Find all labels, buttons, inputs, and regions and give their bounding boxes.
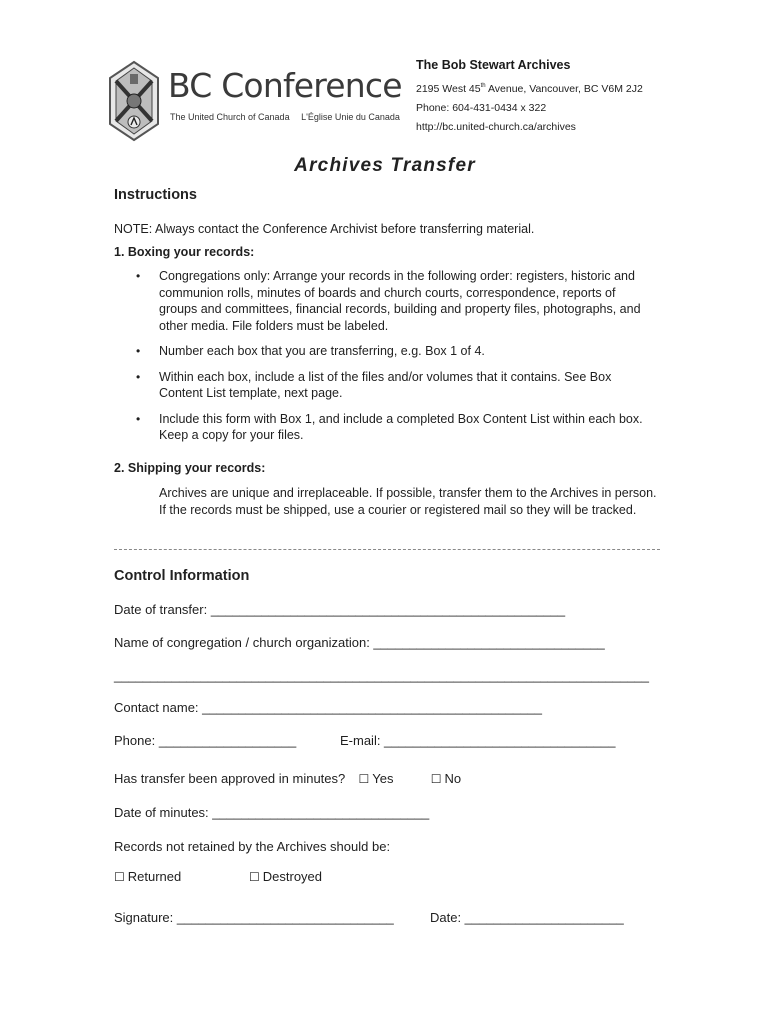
returned-checkbox[interactable] (114, 869, 181, 884)
list-item (114, 411, 654, 444)
destroyed-label: Destroyed (262, 869, 323, 884)
address-city: Avenue, Vancouver, BC V6M 2J2 (485, 83, 643, 95)
checkbox-icon[interactable]: ☐ (249, 870, 260, 884)
approved-question (114, 771, 461, 786)
archives-phone: Phone: 604-431-0434 x 322 (416, 102, 547, 114)
yes-checkbox[interactable] (359, 771, 394, 786)
archives-url[interactable]: http://bc.united-church.ca/archives (416, 121, 576, 133)
shipping-heading: 2. Shipping your records: (114, 461, 266, 475)
logo-subtitle-en: The United Church of Canada (170, 112, 290, 122)
checkbox-icon[interactable]: ☐ (114, 870, 125, 884)
returned-label: Returned (127, 869, 182, 884)
bullet-text: Congregations only: Arrange your records in the following order: registers, historic and communion rolls, minutes of boards and church courts, correspondence, reports of groups and committees, financial records, building and property files, photographs, and other media. File folders must be labeled. (159, 269, 641, 333)
congregation-field-line2[interactable]: __________________________________________________________________________ (114, 668, 650, 683)
page-title (0, 155, 770, 177)
page-title-text: Archives Transfer (294, 155, 476, 176)
bullet-icon: • (136, 411, 141, 426)
bullet-icon: • (136, 269, 141, 283)
bullet-icon: • (136, 344, 141, 358)
signature-date-field[interactable]: Date: ______________________ (430, 910, 624, 925)
bullet-icon: • (136, 369, 141, 384)
list-item (114, 343, 654, 360)
bullet-text: Include this form with Box 1, and include a completed Box Content List within each box. Keep a copy for your files. (159, 411, 643, 442)
list-item (114, 369, 654, 402)
no-checkbox[interactable] (431, 771, 461, 786)
boxing-bullet-list (114, 268, 654, 453)
congregation-field[interactable]: Name of congregation / church organization: ________________________________ (114, 635, 605, 650)
date-of-transfer-field[interactable]: Date of transfer: _________________________________________________ (114, 602, 566, 617)
bc-conference-logo (108, 60, 408, 142)
address-ordinal: th (480, 83, 486, 89)
instructions-note: NOTE: Always contact the Conference Archivist before transferring material. (114, 222, 535, 236)
checkbox-icon[interactable]: ☐ (430, 772, 442, 786)
archives-address (416, 83, 756, 95)
yes-label: Yes (372, 771, 394, 786)
archives-contact-block (416, 58, 756, 140)
checkbox-icon[interactable]: ☐ (358, 772, 370, 786)
bullet-text: Within each box, include a list of the files and/or volumes that it contains. See Box Content List template, next page. (159, 369, 612, 400)
no-label: No (444, 771, 462, 786)
shipping-text: Archives are unique and irreplaceable. If possible, transfer them to the Archives in person. If the records must be shipped, use a courier or registered mail so they will be tracked. (159, 486, 657, 517)
list-item (114, 268, 654, 334)
logo-subtitle-fr: L'Église Unie du Canada (301, 112, 400, 122)
logo-title: BC Conference (168, 66, 402, 105)
address-street: 2195 West 45 (416, 83, 481, 95)
boxing-heading: 1. Boxing your records: (114, 245, 255, 259)
approved-question-label: Has transfer been approved in minutes? (114, 771, 346, 786)
logo-subtitle (170, 112, 400, 122)
phone-field[interactable]: Phone: ___________________ (114, 733, 297, 748)
destroyed-checkbox[interactable] (249, 869, 322, 884)
signature-field[interactable]: Signature: ______________________________ (114, 910, 394, 925)
archives-name: The Bob Stewart Archives (416, 58, 571, 72)
not-retained-label: Records not retained by the Archives should be: (114, 839, 391, 854)
contact-name-field[interactable]: Contact name: _______________________________________________ (114, 700, 542, 715)
date-of-minutes-field[interactable]: Date of minutes: ______________________________ (114, 805, 430, 820)
section-divider (114, 549, 660, 550)
control-heading: Control Information (114, 568, 250, 584)
email-field[interactable]: E-mail: ________________________________ (340, 733, 616, 748)
instructions-heading: Instructions (114, 187, 197, 203)
bullet-text: Number each box that you are transferring, e.g. Box 1 of 4. (159, 344, 485, 358)
united-church-crest-icon (108, 60, 160, 142)
